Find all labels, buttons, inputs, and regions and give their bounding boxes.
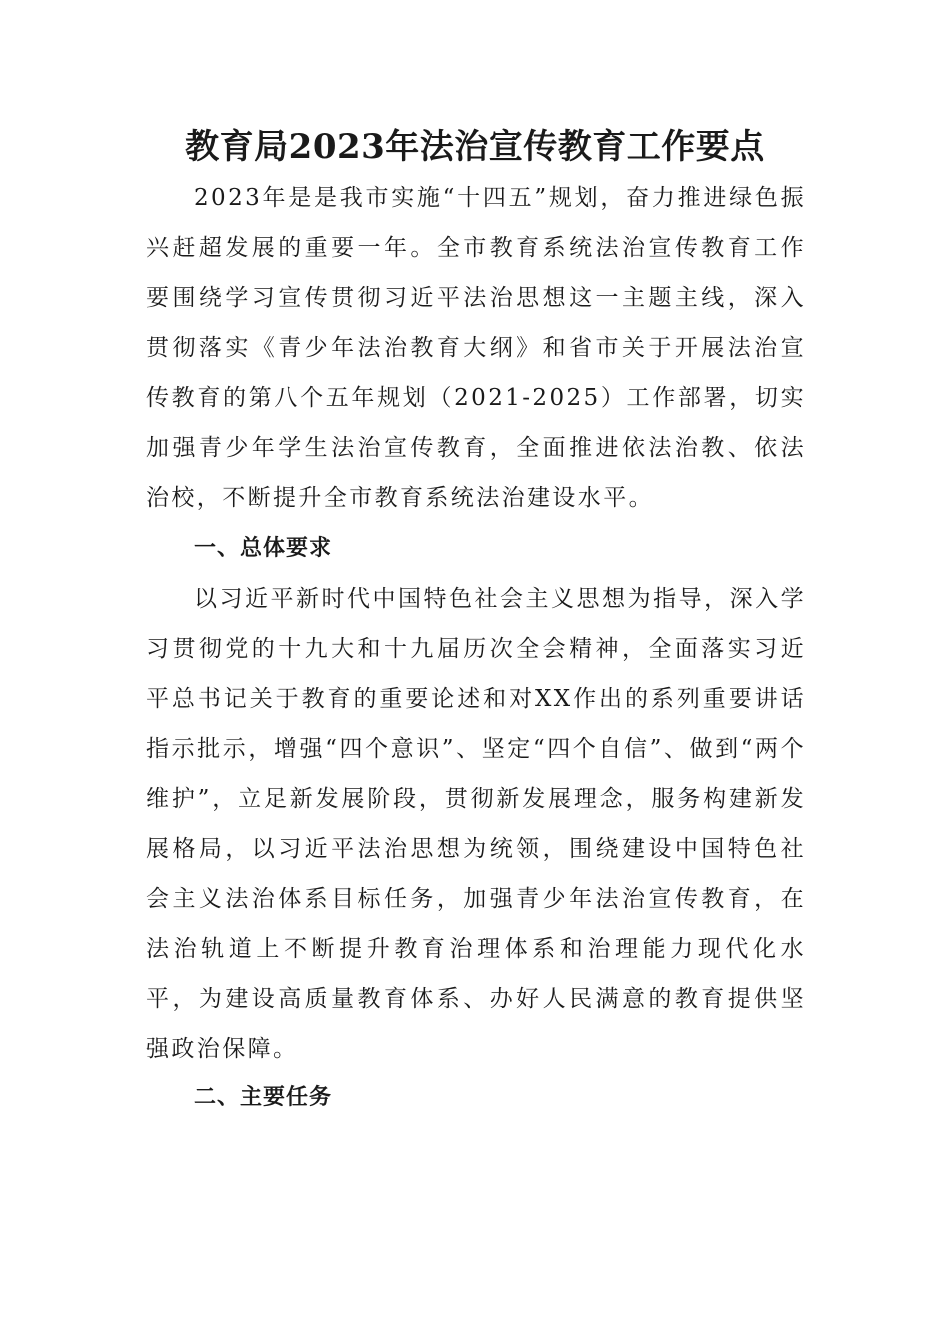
section-heading-overall-requirements: 一、总体要求 (194, 536, 333, 561)
section-heading-main-tasks: 二、主要任务 (194, 1085, 333, 1110)
intro-paragraph: 2023年是是我市实施“十四五”规划，奋力推进绿色振兴赶超发展的重要一年。全市教育系统法治宣传教育工作要围绕学习宣传贯彻习近平法治思想这一主题主线，深入贯彻落实《青少年法治教育大纲》和省市关于开展法治宣传教育的第八个五年规划（2021-2025）工作部署，切实加强青少年学生法治宣传教育，全面推进依法治教、依法治校，不断提升全市教育系统法治建设水平。 (146, 185, 806, 511)
document-title: 教育局2023年法治宣传教育工作要点 (185, 127, 765, 167)
overall-requirements-paragraph: 以习近平新时代中国特色社会主义思想为指导，深入学习贯彻党的十九大和十九届历次全会精神，全面落实习近平总书记关于教育的重要论述和对XX作出的系列重要讲话指示批示，增强“四个意识”、坚定“四个自信”、做到“两个维护”，立足新发展阶段，贯彻新发展理念，服务构建新发展格局，以习近平法治思想为统领，围绕建设中国特色社会主义法治体系目标任务，加强青少年法治宣传教育，在法治轨道上不断提升教育治理体系和治理能力现代化水平，为建设高质量教育体系、办好人民满意的教育提供坚强政治保障。 (146, 586, 806, 1062)
